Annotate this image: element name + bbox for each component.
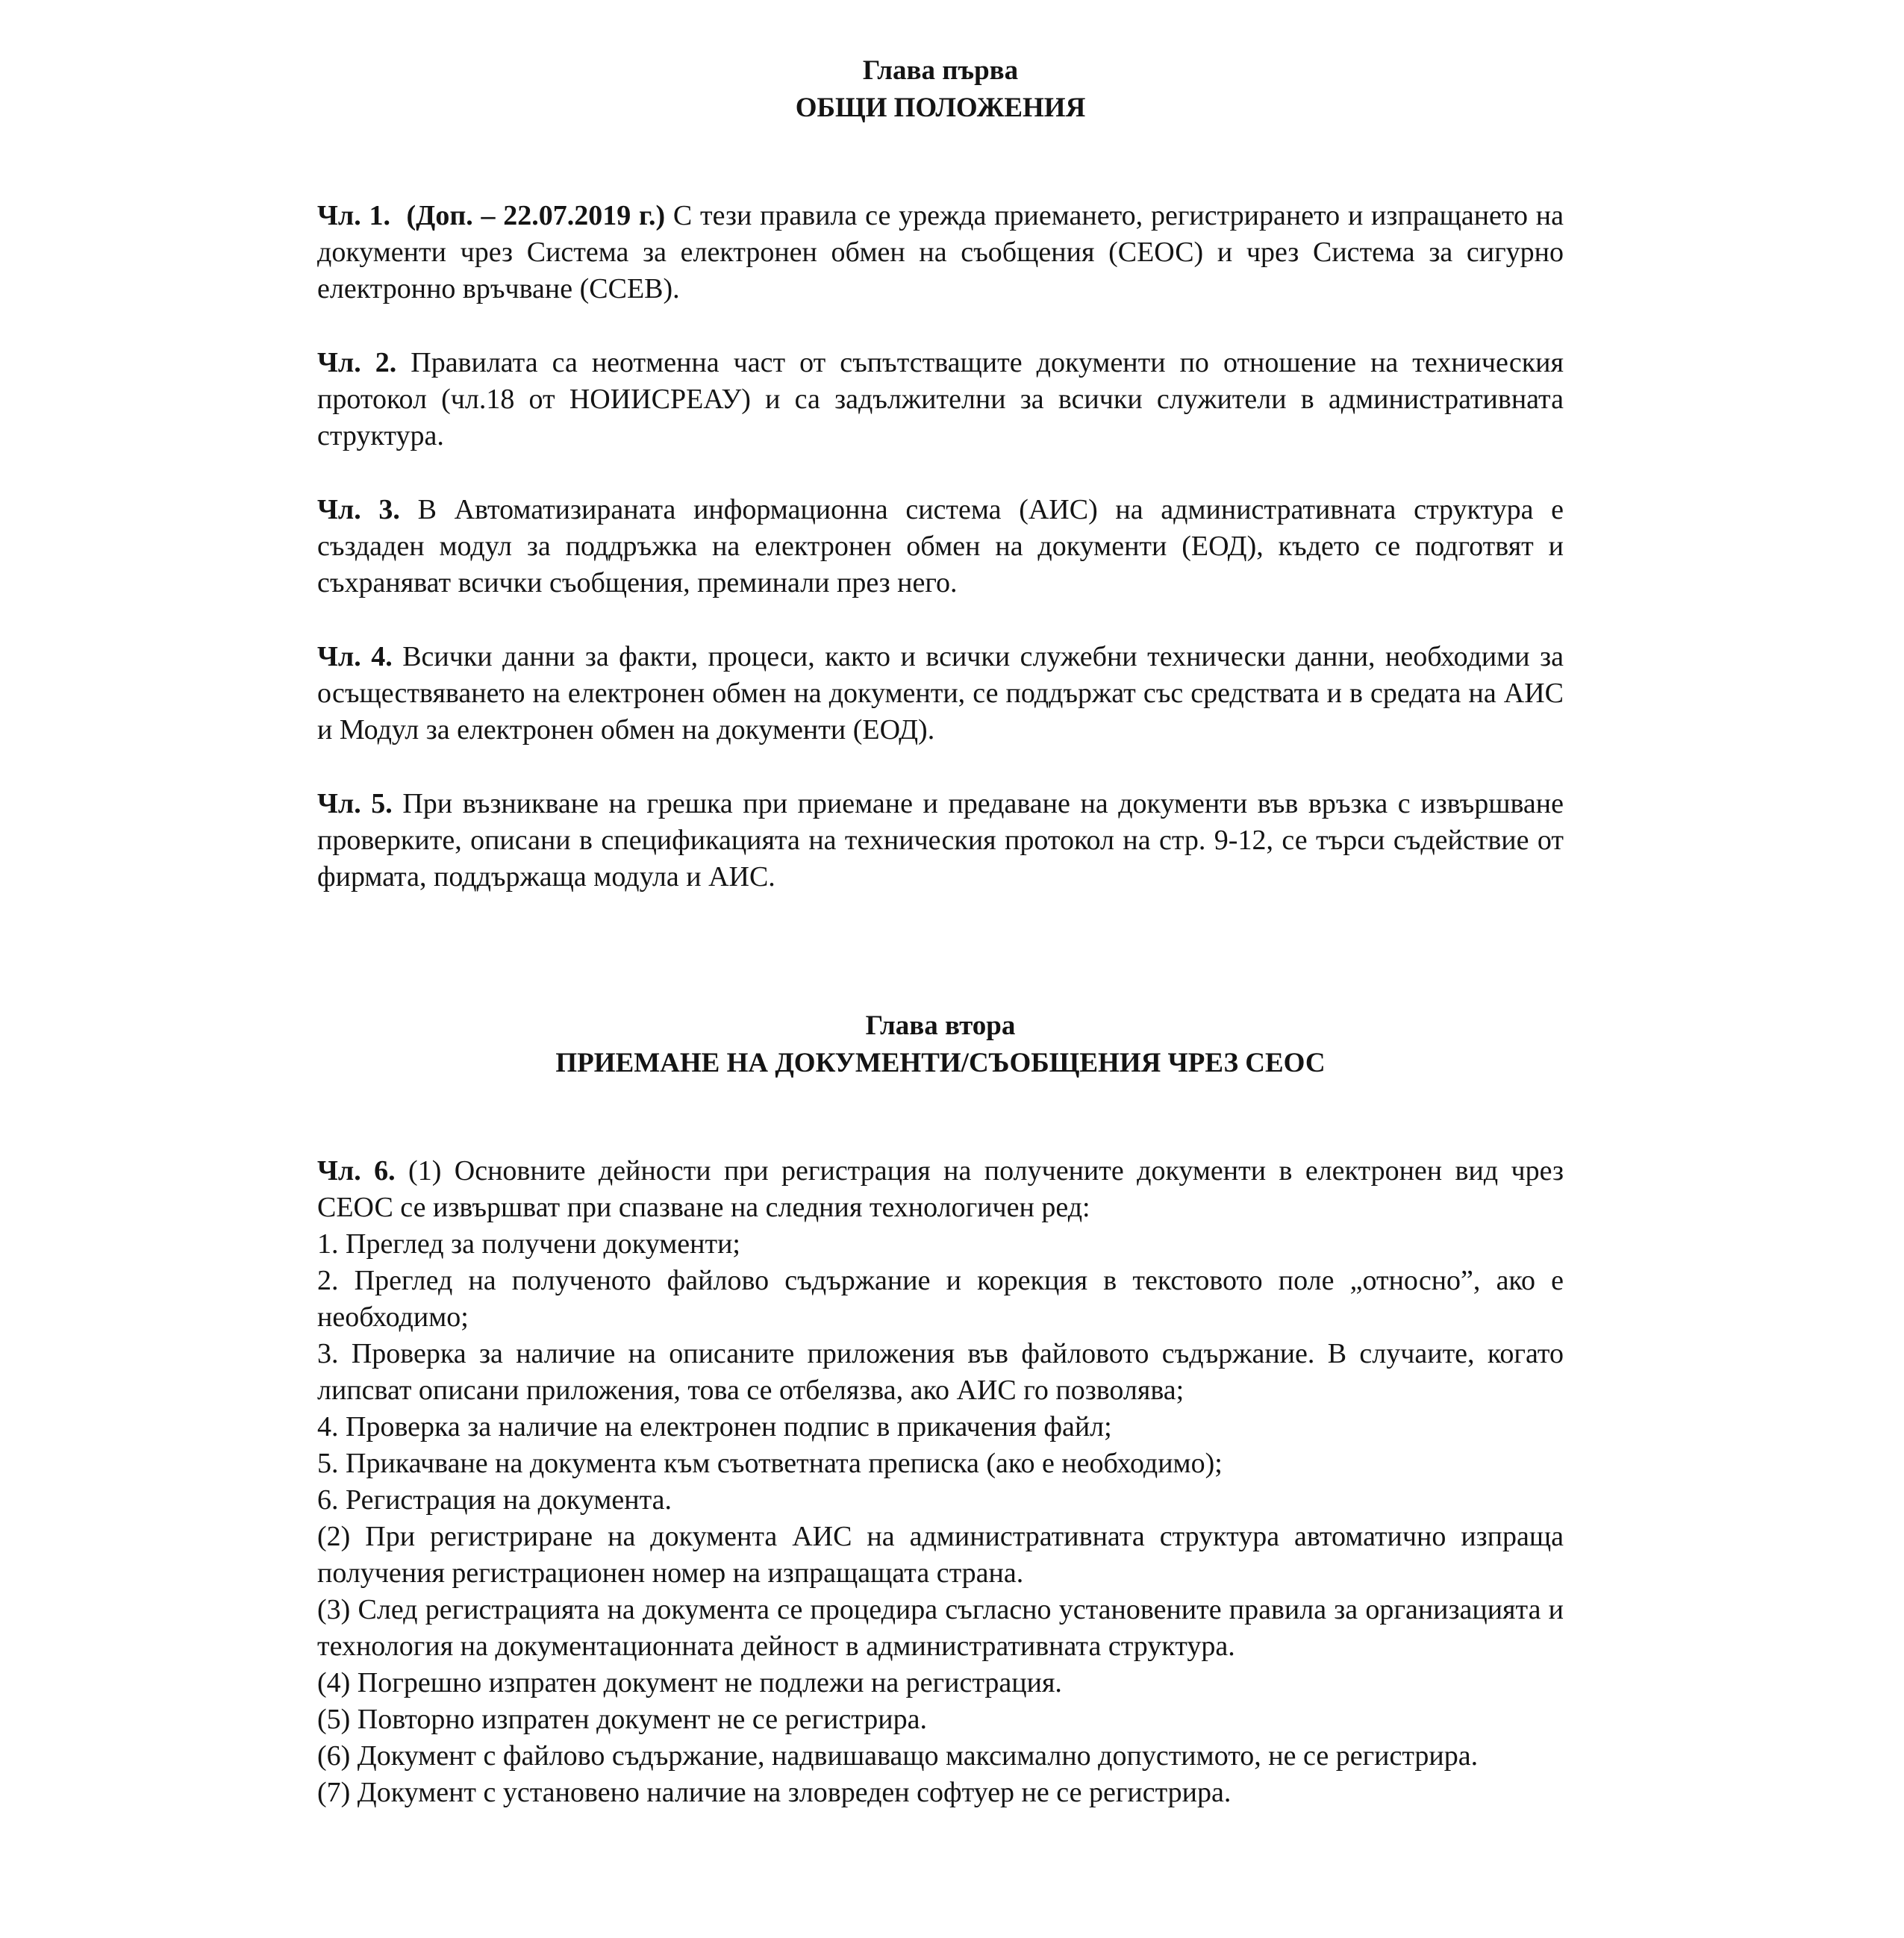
article-3-number: Чл. 3. bbox=[317, 494, 400, 525]
article-6-paragraph-7: (7) Документ с установено наличие на зловреден софтуер не се регистрира. bbox=[317, 1777, 1232, 1808]
article-2-text: Правилата са неотменна част от съпътстващите документи по отношение на техническия протокол (чл.18 от НОИИСРЕАУ) и са задължителни за всички служители в административната структура. bbox=[317, 347, 1564, 451]
article-1 bbox=[317, 198, 1564, 307]
article-6-paragraph-3: (3) След регистрацията на документа се процедира съгласно установените правила за организацията и технология на документационната дейност в административната структура. bbox=[317, 1594, 1564, 1662]
article-3 bbox=[317, 492, 1564, 601]
article-1-amendment: (Доп. – 22.07.2019 г.) bbox=[406, 200, 666, 231]
chapter-1-heading bbox=[317, 52, 1564, 127]
article-3-text: В Автоматизираната информационна система (АИС) на административната структура е създаден модул за поддръжка на електронен обмен на документи (ЕОД), където се подготвят и съхраняват всички съобщения, преминали през него. bbox=[317, 494, 1564, 598]
article-5-number: Чл. 5. bbox=[317, 788, 393, 819]
article-4 bbox=[317, 639, 1564, 748]
chapter-1-label: Глава първа bbox=[862, 55, 1019, 86]
article-1-text: С тези правила се урежда приемането, регистрирането и изпращането на документи чрез Система за електронен обмен на съобщения (СЕОС) и чрез Система за сигурно електронно връчване (ССЕВ). bbox=[317, 200, 1564, 304]
document-page bbox=[317, 52, 1564, 1811]
article-4-number: Чл. 4. bbox=[317, 641, 393, 672]
chapter-1-title: ОБЩИ ПОЛОЖЕНИЯ bbox=[795, 93, 1086, 123]
article-6-paragraph-5: (5) Повторно изпратен документ не се регистрира. bbox=[317, 1704, 927, 1735]
chapter-2-title: ПРИЕМАНЕ НА ДОКУМЕНТИ/СЪОБЩЕНИЯ ЧРЕЗ СЕОС bbox=[555, 1048, 1326, 1078]
article-5-text: При възникване на грешка при приемане и предаване на документи във връзка с извършване проверките, описани в спецификацията на техническия протокол на стр. 9-12, се търси съдействие от фирмата, поддържаща модула и АИС. bbox=[317, 788, 1564, 893]
article-6-item: 4. Проверка за наличие на електронен подпис в прикачения файл; bbox=[317, 1411, 1112, 1442]
article-6-paragraph-4: (4) Погрешно изпратен документ не подлежи на регистрация. bbox=[317, 1667, 1062, 1698]
chapter-2-heading bbox=[317, 1007, 1564, 1082]
article-6 bbox=[317, 1153, 1564, 1226]
article-6-item: 3. Проверка за наличие на описаните приложения във файловото съдържание. В случаите, когато липсват описани приложения, това се отбелязва, ако АИС го позволява; bbox=[317, 1338, 1564, 1406]
article-6-item: 2. Преглед на полученото файлово съдържание и корекция в текстовото поле „относно”, ако е необходимо; bbox=[317, 1265, 1564, 1333]
article-6-item: 1. Преглед за получени документи; bbox=[317, 1228, 740, 1260]
article-2 bbox=[317, 345, 1564, 454]
article-6-number: Чл. 6. bbox=[317, 1155, 396, 1187]
article-6-paragraph-2: (2) При регистриране на документа АИС на административната структура автоматично изпраща получения регистрационен номер на изпращащата страна. bbox=[317, 1521, 1564, 1589]
article-6-item: 5. Прикачване на документа към съответната преписка (ако е необходимо); bbox=[317, 1448, 1223, 1479]
article-6-paragraph-6: (6) Документ с файлово съдържание, надвишаващо максимално допустимото, не се регистрира. bbox=[317, 1740, 1479, 1772]
article-6-item: 6. Регистрация на документа. bbox=[317, 1484, 672, 1516]
chapter-2-label: Глава втора bbox=[865, 1010, 1016, 1041]
article-4-text: Всички данни за факти, процеси, както и всички служебни технически данни, необходими за осъществяването на електронен обмен на документи, се поддържат със средствата и в средата на АИС и Модул за електронен обмен на документи (ЕОД). bbox=[317, 641, 1564, 745]
article-2-number: Чл. 2. bbox=[317, 347, 397, 378]
article-6-intro: (1) Основните дейности при регистрация на получените документи в електронен вид чрез СЕОС се извършват при спазване на следния технологичен ред: bbox=[317, 1155, 1564, 1223]
article-5 bbox=[317, 786, 1564, 895]
article-1-number: Чл. 1. bbox=[317, 200, 390, 231]
